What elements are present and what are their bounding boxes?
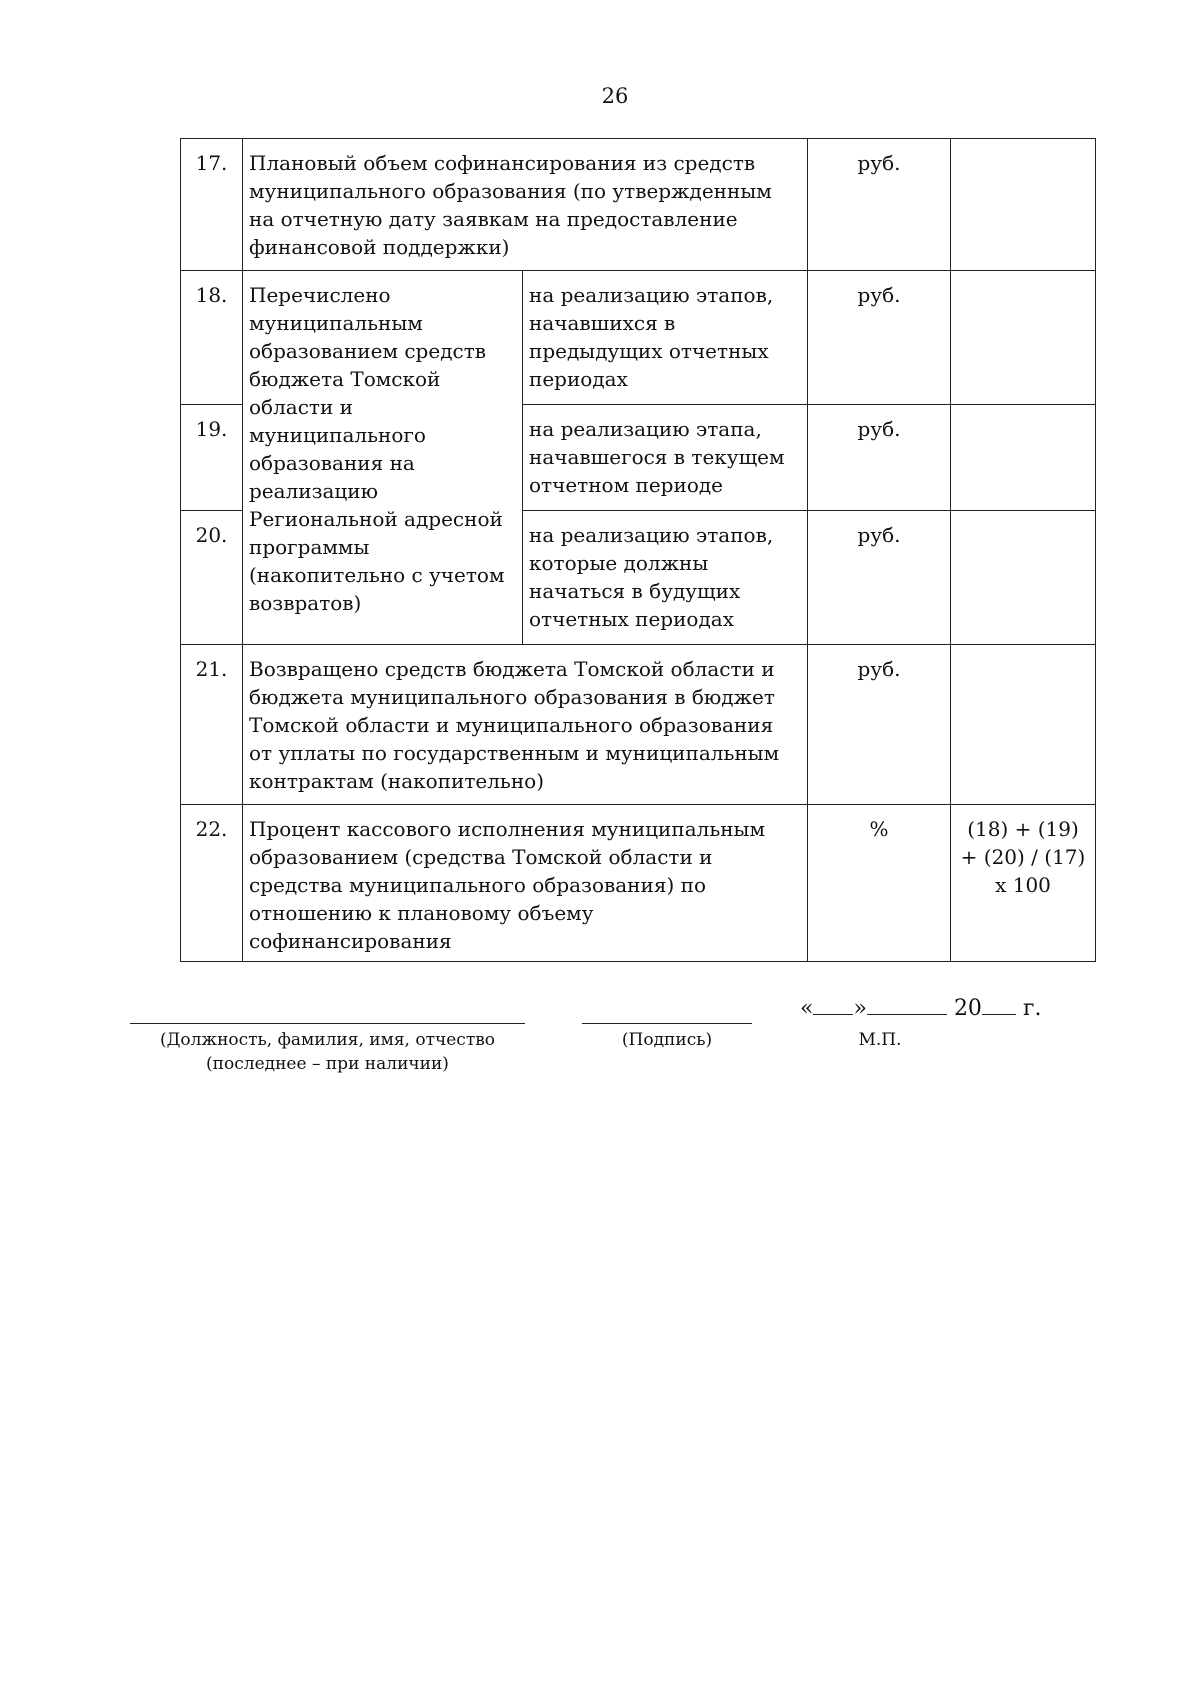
day-blank bbox=[813, 994, 853, 1015]
page-number: 26 bbox=[601, 84, 629, 108]
position-signature-line bbox=[130, 1023, 525, 1024]
row-unit: % bbox=[808, 805, 951, 962]
row-value bbox=[951, 405, 1096, 511]
signature-line bbox=[582, 1023, 752, 1024]
row-value bbox=[951, 511, 1096, 645]
table-row bbox=[181, 645, 1096, 805]
report-table bbox=[180, 138, 1096, 962]
row-number: 21. bbox=[181, 645, 243, 805]
row-formula: (18) + (19) + (20) / (17) х 100 bbox=[951, 805, 1096, 962]
date-year-prefix: 20 bbox=[953, 996, 982, 1021]
row-unit: руб. bbox=[808, 645, 951, 805]
row-number: 22. bbox=[181, 805, 243, 962]
row-unit: руб. bbox=[808, 271, 951, 405]
row-number: 20. bbox=[181, 511, 243, 645]
stamp-caption: М.П. bbox=[858, 1030, 902, 1050]
row-subdescription: на реализацию этапов, начавшихся в предыдущих отчетных периодах bbox=[523, 271, 808, 405]
table-row bbox=[181, 271, 1096, 405]
row-unit: руб. bbox=[808, 139, 951, 271]
position-caption-line-1: (Должность, фамилия, имя, отчество bbox=[159, 1030, 496, 1050]
month-blank bbox=[867, 994, 947, 1015]
date-field bbox=[800, 994, 1041, 1021]
year-blank bbox=[982, 994, 1016, 1015]
date-suffix: г. bbox=[1022, 996, 1042, 1021]
merged-description: Перечислено муниципальным образованием средств бюджета Томской области и муниципального образования на реализацию Региональной адресной программы (накопительно с учетом возвратов) bbox=[243, 271, 523, 645]
row-unit: руб. bbox=[808, 511, 951, 645]
position-caption-line-2: (последнее – при наличии) bbox=[206, 1054, 449, 1074]
row-subdescription: на реализацию этапов, которые должны начаться в будущих отчетных периодах bbox=[523, 511, 808, 645]
position-caption bbox=[130, 1028, 525, 1076]
signature-caption: (Подпись) bbox=[621, 1030, 713, 1050]
row-number: 18. bbox=[181, 271, 243, 405]
row-subdescription: на реализацию этапа, начавшегося в текущем отчетном периоде bbox=[523, 405, 808, 511]
row-value bbox=[951, 271, 1096, 405]
row-description: Процент кассового исполнения муниципальным образованием (средства Томской области и средства муниципального образования) по отношению к плановому объему софинансирования bbox=[243, 805, 808, 962]
row-number: 19. bbox=[181, 405, 243, 511]
row-description: Плановый объем софинансирования из средств муниципального образования (по утвержденным на отчетную дату заявкам на предоставление финансовой поддержки) bbox=[243, 139, 808, 271]
table-row bbox=[181, 139, 1096, 271]
row-unit: руб. bbox=[808, 405, 951, 511]
row-value bbox=[951, 139, 1096, 271]
date-close-quote: » bbox=[853, 996, 867, 1021]
table-row bbox=[181, 805, 1096, 962]
date-open-quote: « bbox=[800, 996, 814, 1021]
row-description: Возвращено средств бюджета Томской области и бюджета муниципального образования в бюджет Томской области и муниципального образования от уплаты по государственным и муниципальным контрактам (накопительно) bbox=[243, 645, 808, 805]
row-value bbox=[951, 645, 1096, 805]
row-number: 17. bbox=[181, 139, 243, 271]
